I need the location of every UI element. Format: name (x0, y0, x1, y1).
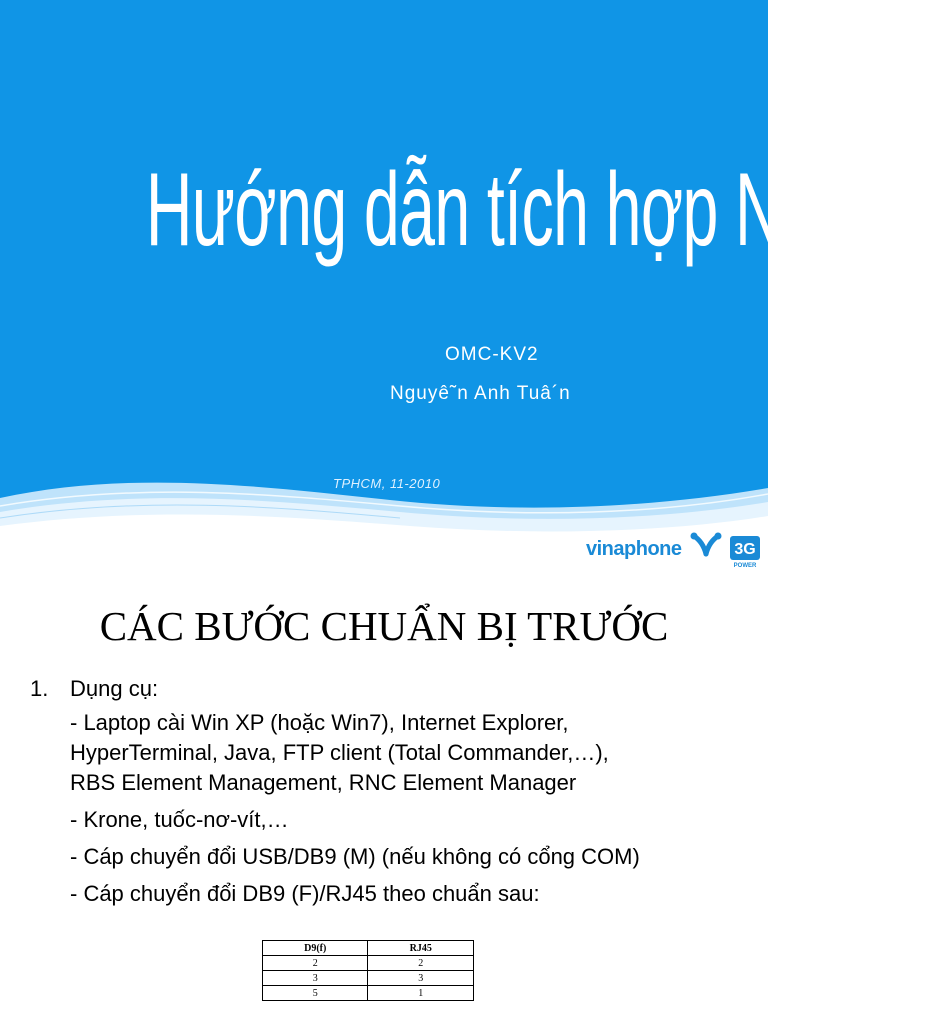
pinout-table (262, 940, 474, 1001)
badge-text: 3G (734, 541, 756, 558)
table-cell: 2 (263, 956, 368, 971)
list-item-title: Dụng cụ: (70, 676, 159, 701)
table-cell: 5 (263, 986, 368, 1001)
list-line: RBS Element Management, RNC Element Manager (70, 770, 577, 795)
organization-label: OMC-KV2 (445, 344, 539, 365)
table-cell: 3 (368, 971, 474, 986)
list-line: - Krone, tuốc-nơ-vít,… (70, 807, 289, 832)
vinaphone-logo-text: vinaphone (586, 538, 682, 560)
table-row (263, 986, 474, 1001)
list-line: - Cáp chuyển đổi USB/DB9 (M) (nếu không có cổng COM) (70, 844, 640, 869)
slide-title: Hướng dẫn tích hợp NodeB (145, 152, 929, 268)
date-label: TPHCM, 11-2010 (333, 476, 441, 491)
table-cell: 3 (263, 971, 368, 986)
author-name: Nguyê˜n Anh Tuâ´n (390, 383, 571, 404)
list-line: HyperTerminal, Java, FTP client (Total Commander,…), (70, 740, 609, 765)
list-line: - Cáp chuyển đổi DB9 (F)/RJ45 theo chuẩn sau: (70, 881, 540, 906)
vinaphone-3g-logo-icon (690, 530, 764, 570)
table-row (263, 956, 474, 971)
table-row (263, 971, 474, 986)
table-cell: 2 (368, 956, 474, 971)
content-slide (0, 576, 768, 1024)
list-line: - Laptop cài Win XP (hoặc Win7), Internet Explorer, (70, 710, 569, 735)
slide-heading: CÁC BƯỚC CHUẨN BỊ TRƯỚC (99, 603, 669, 649)
table-cell: 1 (368, 986, 474, 1001)
list-item-number: 1. (30, 676, 49, 701)
table-header-cell: RJ45 (368, 941, 474, 956)
badge-sub-text: POWER (733, 563, 757, 569)
table-header-cell: D9(f) (263, 941, 368, 956)
table-header-row (263, 941, 474, 956)
